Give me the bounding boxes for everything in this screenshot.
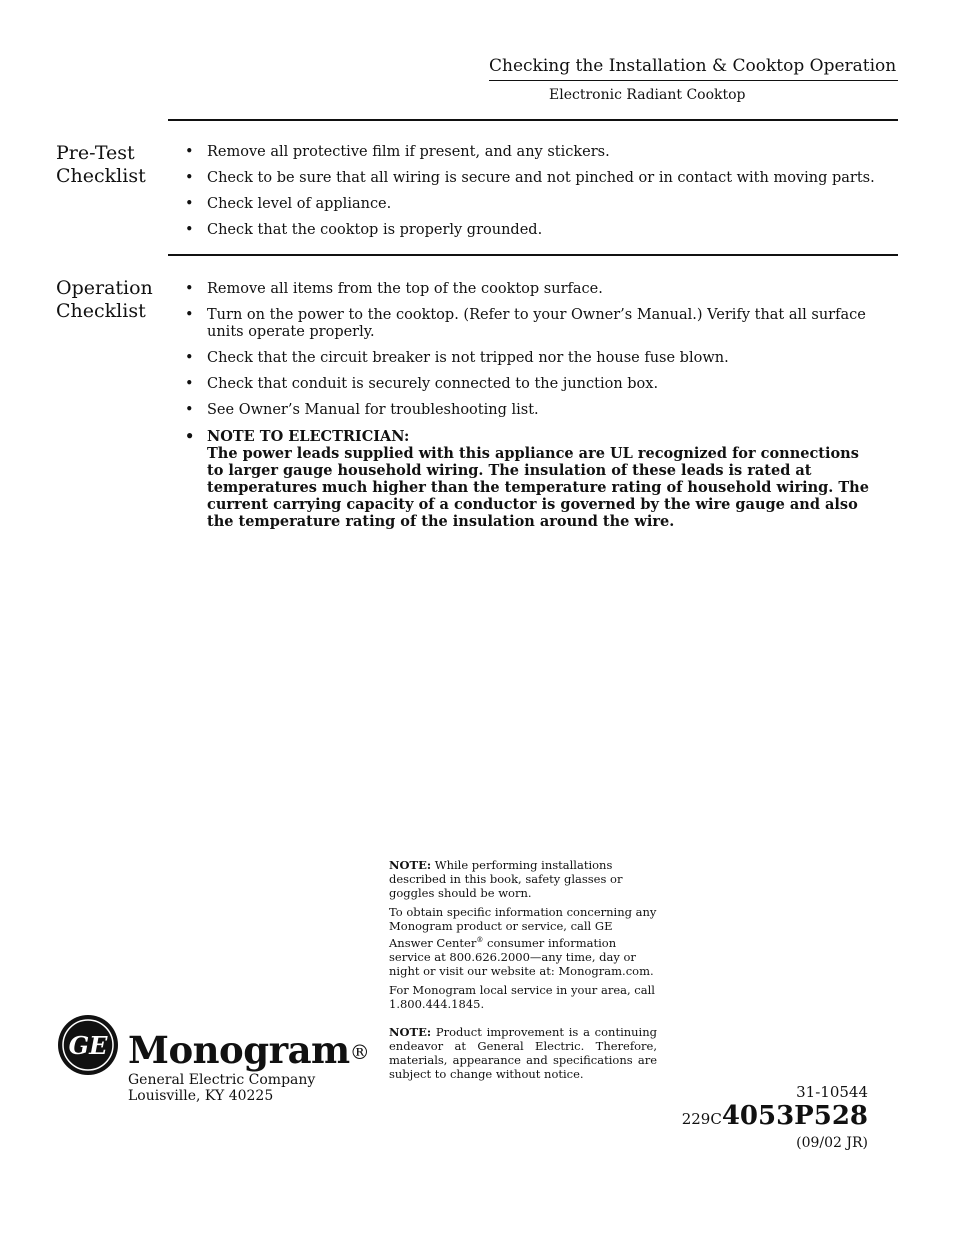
svg-text:GE: GE	[68, 1031, 108, 1060]
list-item: • Check level of appliance.	[185, 196, 875, 213]
electrician-note-heading: • NOTE TO ELECTRICIAN:	[207, 428, 410, 445]
pretest-label: Pre-Test Checklist	[56, 142, 146, 187]
header-rule	[489, 80, 898, 81]
ge-logo-icon	[57, 1014, 119, 1076]
safety-note: NOTE: While performing installations described in this book, safety glasses or goggles should be worn.	[389, 858, 623, 900]
list-item: • Remove all protective film if present, and any stickers.	[185, 144, 875, 161]
pretest-checklist	[185, 144, 875, 248]
electrician-note-body: The power leads supplied with this appliance are UL recognized for connections to larger gauge household wiring. The insulation of these leads is rated at temperatures much higher than the temperature rating of household wiring. The current carrying capacity of a conductor is governed by the wire gauge and also the temperature rating of the insulation around the wire.	[207, 445, 869, 530]
list-item: • Check to be sure that all wiring is secure and not pinched or in contact with moving parts.	[185, 170, 875, 187]
document-number: 31-10544 229C4053P528 (09/02 JR)	[681, 1083, 868, 1151]
operation-checklist	[185, 281, 875, 539]
list-item: • Turn on the power to the cooktop. (Refer to your Owner’s Manual.) Verify that all surface units operate properly.	[185, 307, 875, 341]
section-divider-top	[168, 119, 898, 121]
list-item: • Check that conduit is securely connected to the junction box.	[185, 376, 875, 393]
operation-label: Operation Checklist	[56, 277, 153, 322]
header-subtitle: Electronic Radiant Cooktop	[549, 87, 746, 103]
footer-notes	[389, 858, 657, 1086]
local-service-note: For Monogram local service in your area, call 1.800.444.1845.	[389, 982, 655, 1011]
list-item: • Check that the circuit breaker is not tripped nor the house fuse blown.	[185, 350, 875, 367]
list-item: • See Owner’s Manual for troubleshooting list.	[185, 402, 875, 419]
list-item: • Check that the cooktop is properly grounded.	[185, 222, 875, 239]
company-address: General Electric Company Louisville, KY 40225	[128, 1072, 316, 1104]
section-divider-middle	[168, 254, 898, 256]
info-note: To obtain specific information concerning any Monogram product or service, call GE Answer Center® consumer information service at 800.626.2000—any time, day or night or visit our website at: Monogram.com.	[389, 905, 657, 978]
electrician-note	[185, 428, 875, 530]
brand-name: Monogram®	[128, 1028, 370, 1072]
list-item: • Remove all items from the top of the cooktop surface.	[185, 281, 875, 298]
header-title: Checking the Installation & Cooktop Operation	[489, 56, 897, 76]
improvement-note: NOTE: Product improvement is a continuing endeavor at General Electric. Therefore, materials, appearance and specifications are subject to change without notice.	[389, 1024, 657, 1081]
